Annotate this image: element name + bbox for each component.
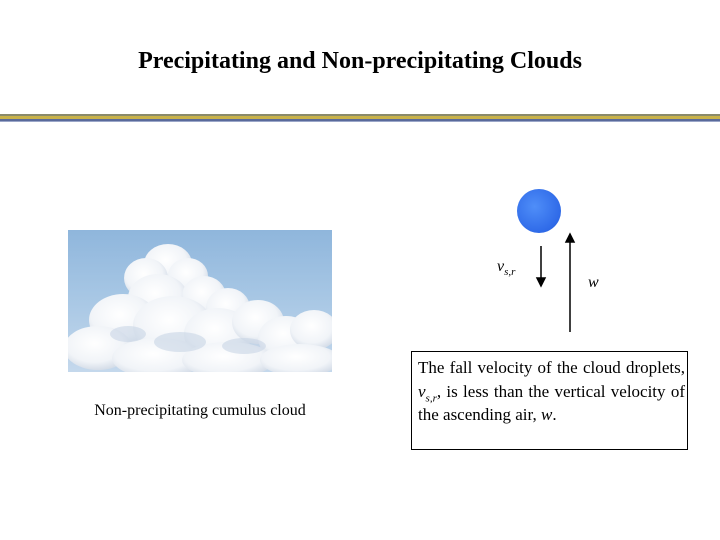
photo-caption: Non-precipitating cumulus cloud [94, 402, 306, 419]
explanation-text-box: The fall velocity of the cloud droplets, $v_{s,r}$, is less than the vertical velocity of the ascending air, w. [411, 351, 688, 450]
updraft-velocity-arrowhead [566, 234, 574, 242]
fall-velocity-arrowhead [537, 278, 545, 286]
fall-velocity-label: $v_{s,r}$ [497, 258, 516, 279]
updraft-velocity-label: w [588, 274, 599, 291]
slide-title: Precipitating and Non-precipitating Clouds [138, 48, 582, 74]
